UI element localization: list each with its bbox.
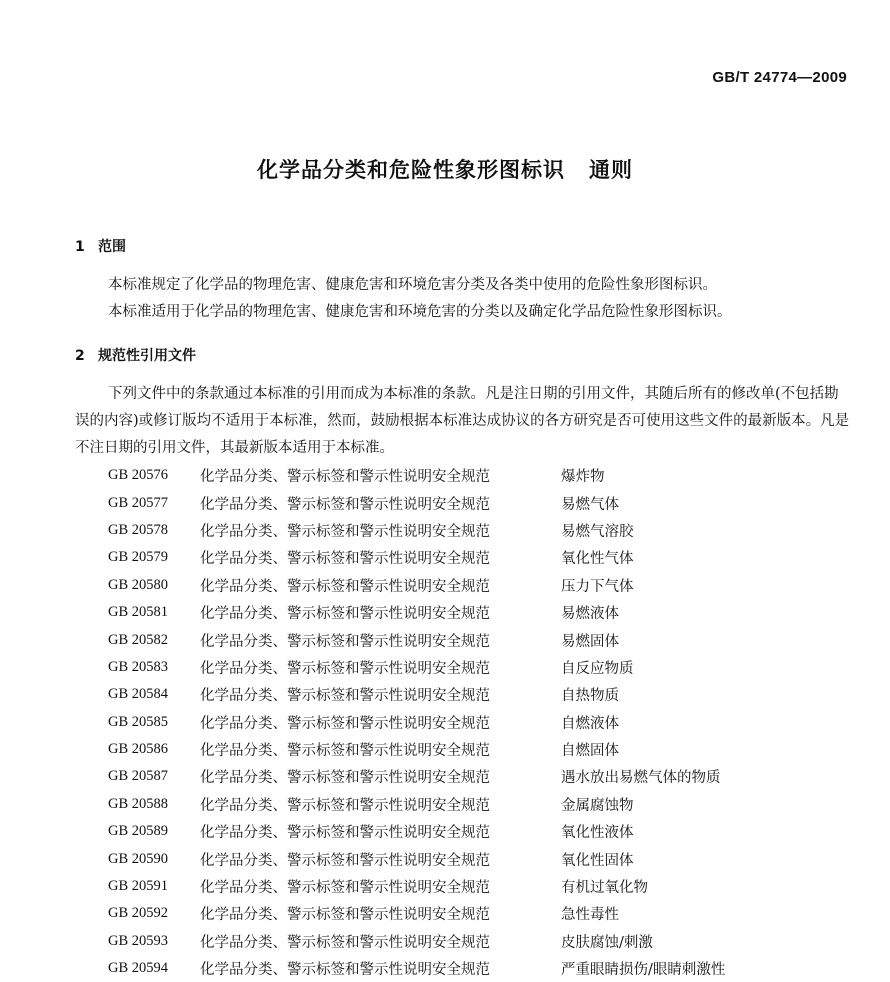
reference-series: 化学品分类、警示标签和警示性说明安全规范 bbox=[200, 852, 490, 869]
section-1-heading bbox=[75, 236, 126, 256]
reference-part: 压力下气体 bbox=[561, 578, 634, 595]
reference-part: 遇水放出易燃气体的物质 bbox=[561, 770, 721, 787]
reference-series: 化学品分类、警示标签和警示性说明安全规范 bbox=[200, 743, 490, 760]
reference-list bbox=[108, 462, 725, 982]
reference-series: 化学品分类、警示标签和警示性说明安全规范 bbox=[200, 551, 490, 568]
reference-row bbox=[108, 489, 725, 516]
reference-code: GB 20589 bbox=[108, 823, 169, 840]
reference-part: 自燃液体 bbox=[561, 715, 619, 732]
reference-series: 化学品分类、警示标签和警示性说明安全规范 bbox=[200, 934, 490, 951]
reference-series: 化学品分类、警示标签和警示性说明安全规范 bbox=[200, 660, 490, 677]
reference-series: 化学品分类、警示标签和警示性说明安全规范 bbox=[200, 633, 490, 650]
reference-row bbox=[108, 845, 725, 872]
reference-row bbox=[108, 818, 725, 845]
reference-code: GB 20593 bbox=[108, 932, 169, 949]
scope-paragraph-2: 本标准适用于化学品的物理危害、健康危害和环境危害的分类以及确定化学品危险性象形图标识。 bbox=[108, 304, 732, 320]
reference-row bbox=[108, 736, 725, 763]
reference-row bbox=[108, 599, 725, 626]
reference-part: 金属腐蚀物 bbox=[561, 797, 634, 814]
reference-part: 易燃气体 bbox=[561, 496, 619, 513]
reference-part: 爆炸物 bbox=[561, 469, 605, 486]
section-2-heading bbox=[75, 345, 196, 365]
title-sub: 通则 bbox=[589, 158, 633, 182]
standard-code: GB/T 24774—2009 bbox=[712, 69, 847, 86]
reference-part: 有机过氧化物 bbox=[561, 880, 648, 897]
reference-code: GB 20583 bbox=[108, 658, 169, 675]
reference-series: 化学品分类、警示标签和警示性说明安全规范 bbox=[200, 880, 490, 897]
references-intro: 下列文件中的条款通过本标准的引用而成为本标准的条款。凡是注日期的引用文件，其随后所有的修改单(不包括勘误的内容)或修订版均不适用于本标准，然而，鼓励根据本标准达成协议的各方研究是否可使用这些文件的最新版本。凡是不注日期的引用文件，其最新版本适用于本标准。 bbox=[75, 386, 850, 456]
reference-series: 化学品分类、警示标签和警示性说明安全规范 bbox=[200, 962, 490, 979]
reference-part: 氧化性固体 bbox=[561, 852, 634, 869]
reference-row bbox=[108, 709, 725, 736]
section-1-title: 范围 bbox=[98, 239, 126, 255]
reference-row bbox=[108, 572, 725, 599]
reference-row bbox=[108, 462, 725, 489]
reference-row bbox=[108, 544, 725, 571]
reference-row bbox=[108, 873, 725, 900]
reference-code: GB 20576 bbox=[108, 467, 169, 484]
reference-code: GB 20586 bbox=[108, 741, 169, 758]
reference-code: GB 20584 bbox=[108, 686, 169, 703]
reference-series: 化学品分类、警示标签和警示性说明安全规范 bbox=[200, 523, 490, 540]
reference-row bbox=[108, 626, 725, 653]
reference-code: GB 20592 bbox=[108, 905, 169, 922]
scope-paragraph-1: 本标准规定了化学品的物理危害、健康危害和环境危害分类及各类中使用的危险性象形图标识。 bbox=[108, 277, 717, 293]
reference-part: 严重眼睛损伤/眼睛刺激性 bbox=[561, 962, 726, 979]
reference-code: GB 20581 bbox=[108, 604, 169, 621]
reference-row bbox=[108, 654, 725, 681]
reference-part: 易燃气溶胶 bbox=[561, 523, 634, 540]
reference-code: GB 20591 bbox=[108, 878, 169, 895]
reference-part: 急性毒性 bbox=[561, 907, 619, 924]
reference-code: GB 20577 bbox=[108, 494, 169, 511]
reference-part: 易燃固体 bbox=[561, 633, 619, 650]
reference-code: GB 20578 bbox=[108, 521, 169, 538]
reference-row bbox=[108, 517, 725, 544]
reference-part: 自反应物质 bbox=[561, 660, 634, 677]
reference-row bbox=[108, 900, 725, 927]
reference-series: 化学品分类、警示标签和警示性说明安全规范 bbox=[200, 797, 490, 814]
title-main: 化学品分类和危险性象形图标识 bbox=[257, 158, 565, 182]
reference-series: 化学品分类、警示标签和警示性说明安全规范 bbox=[200, 469, 490, 486]
reference-code: GB 20580 bbox=[108, 576, 169, 593]
reference-code: GB 20594 bbox=[108, 960, 169, 977]
reference-series: 化学品分类、警示标签和警示性说明安全规范 bbox=[200, 688, 490, 705]
reference-code: GB 20588 bbox=[108, 795, 169, 812]
reference-series: 化学品分类、警示标签和警示性说明安全规范 bbox=[200, 578, 490, 595]
reference-code: GB 20585 bbox=[108, 713, 169, 730]
reference-series: 化学品分类、警示标签和警示性说明安全规范 bbox=[200, 606, 490, 623]
reference-part: 氧化性气体 bbox=[561, 551, 634, 568]
reference-row bbox=[108, 791, 725, 818]
reference-row bbox=[108, 763, 725, 790]
reference-row bbox=[108, 955, 725, 982]
reference-series: 化学品分类、警示标签和警示性说明安全规范 bbox=[200, 825, 490, 842]
document-title bbox=[0, 154, 890, 184]
reference-part: 皮肤腐蚀/刺激 bbox=[561, 934, 653, 951]
reference-part: 自燃固体 bbox=[561, 743, 619, 760]
reference-series: 化学品分类、警示标签和警示性说明安全规范 bbox=[200, 770, 490, 787]
reference-code: GB 20590 bbox=[108, 850, 169, 867]
reference-code: GB 20587 bbox=[108, 768, 169, 785]
section-1-number: 1 bbox=[75, 239, 85, 255]
section-2-number: 2 bbox=[75, 348, 85, 364]
reference-part: 氧化性液体 bbox=[561, 825, 634, 842]
reference-series: 化学品分类、警示标签和警示性说明安全规范 bbox=[200, 715, 490, 732]
section-2-title: 规范性引用文件 bbox=[98, 348, 196, 364]
reference-part: 自热物质 bbox=[561, 688, 619, 705]
reference-series: 化学品分类、警示标签和警示性说明安全规范 bbox=[200, 496, 490, 513]
reference-part: 易燃液体 bbox=[561, 606, 619, 623]
reference-row bbox=[108, 681, 725, 708]
reference-code: GB 20579 bbox=[108, 549, 169, 566]
reference-series: 化学品分类、警示标签和警示性说明安全规范 bbox=[200, 907, 490, 924]
reference-code: GB 20582 bbox=[108, 631, 169, 648]
reference-row bbox=[108, 928, 725, 955]
